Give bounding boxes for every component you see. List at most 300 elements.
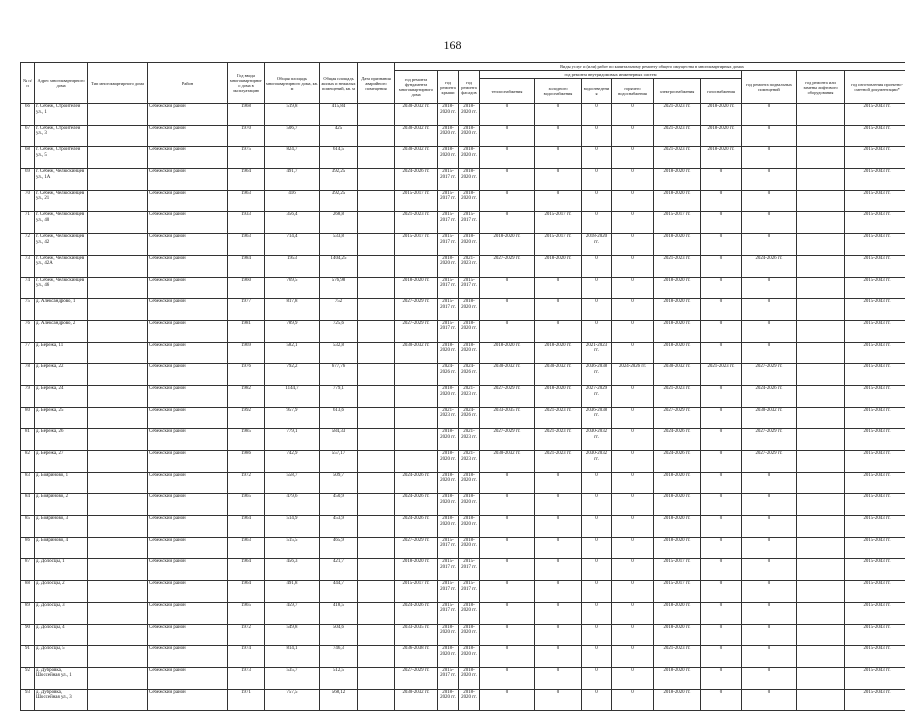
cell-living-area: 677,76 <box>320 364 358 386</box>
cell-address: г. Себеж, Челюскинцев ул., 21 <box>35 190 88 212</box>
header-gas: газоснабжения <box>701 79 742 104</box>
cell-gas: 0 <box>701 689 742 711</box>
cell-num: 78 <box>21 364 35 386</box>
header-systems-group: год ремонта внутридомовых инженерных систем <box>480 71 742 79</box>
cell-heat: 2018-2020 гг. <box>480 234 535 256</box>
cell-elevator <box>797 147 845 169</box>
cell-cold-water: 0 <box>535 125 582 147</box>
cell-type <box>88 407 148 429</box>
table-row <box>21 581 905 603</box>
cell-address: д. Долосцы, 3 <box>35 602 88 624</box>
cell-district: Себежский район <box>148 277 228 299</box>
cell-electric: 2021-2023 гг. <box>654 125 701 147</box>
cell-year: 1972 <box>228 472 265 494</box>
table-row <box>21 516 905 538</box>
cell-elevator <box>797 537 845 559</box>
cell-heat: 2027-2029 гг. <box>480 429 535 451</box>
cell-address: г. Себеж, Челюскинцев ул., 40 <box>35 212 88 234</box>
cell-year: 1963 <box>228 190 265 212</box>
cell-district: Себежский район <box>148 407 228 429</box>
cell-hot-water: 0 <box>612 407 654 429</box>
cell-heat: 0 <box>480 516 535 538</box>
cell-electric: 2018-2020 гг. <box>654 169 701 191</box>
cell-foundation: 2015-2017 гг. <box>395 581 438 603</box>
cell-total-area: 1144,7 <box>265 385 320 407</box>
cell-hot-water: 0 <box>612 472 654 494</box>
cell-sewer: 0 <box>582 212 612 234</box>
cell-cold-water: 0 <box>535 190 582 212</box>
cell-basement: 0 <box>742 516 797 538</box>
cell-facade: 2018-2020 гг. <box>459 147 480 169</box>
cell-num: 77 <box>21 342 35 364</box>
cell-gas: 0 <box>701 255 742 277</box>
cell-emergency-date <box>358 320 395 342</box>
cell-cold-water: 2021-2023 гг. <box>535 429 582 451</box>
cell-heat: 0 <box>480 277 535 299</box>
cell-basement: 0 <box>742 689 797 711</box>
header-hot-water: горячего водоснабжения <box>612 79 654 104</box>
cell-total-area: 789,9 <box>265 320 320 342</box>
cell-basement: 0 <box>742 624 797 646</box>
cell-roof: 2018-2020 гг. <box>438 689 459 711</box>
cell-electric: 2018-2020 гг. <box>654 320 701 342</box>
cell-foundation: 2024-2026 гг. <box>395 169 438 191</box>
cell-roof: 2018-2020 гг. <box>438 494 459 516</box>
cell-sewer: 0 <box>582 667 612 689</box>
cell-basement: 0 <box>742 342 797 364</box>
cell-heat: 0 <box>480 559 535 581</box>
cell-sewer: 0 <box>582 494 612 516</box>
cell-num: 68 <box>21 147 35 169</box>
cell-address: д. Бережа, 22 <box>35 364 88 386</box>
cell-address: д. Дубровка, Шоссейная ул., 3 <box>35 689 88 711</box>
cell-basement: 0 <box>742 212 797 234</box>
cell-address: д. Дубровка, Шоссейная ул., 1 <box>35 667 88 689</box>
cell-hot-water: 0 <box>612 190 654 212</box>
cell-cold-water: 2015-2017 гг. <box>535 212 582 234</box>
cell-facade: 2024-2026 гг. <box>459 364 480 386</box>
cell-roof: 2015-2017 гг. <box>438 277 459 299</box>
cell-foundation: 2024-2026 гг. <box>395 494 438 516</box>
cell-emergency-date <box>358 255 395 277</box>
cell-emergency-date <box>358 624 395 646</box>
cell-docs: 2015-2043 гг. <box>845 667 905 689</box>
table-row <box>21 689 905 711</box>
cell-emergency-date <box>358 190 395 212</box>
cell-total-area: 535,7 <box>265 667 320 689</box>
table-row <box>21 364 905 386</box>
table-row <box>21 342 905 364</box>
cell-docs: 2015-2043 гг. <box>845 255 905 277</box>
cell-address: г. Себеж, Челюскинцев ул., 42А <box>35 255 88 277</box>
cell-hot-water: 0 <box>612 234 654 256</box>
cell-electric: 2018-2020 гг. <box>654 299 701 321</box>
cell-sewer: 0 <box>582 537 612 559</box>
cell-sewer: 2018-2020 гг. <box>582 234 612 256</box>
cell-roof: 2015-2017 гг. <box>438 299 459 321</box>
cell-heat: 0 <box>480 494 535 516</box>
cell-type <box>88 689 148 711</box>
cell-type <box>88 364 148 386</box>
cell-elevator <box>797 169 845 191</box>
cell-basement: 0 <box>742 646 797 668</box>
cell-heat: 0 <box>480 472 535 494</box>
cell-district: Себежский район <box>148 147 228 169</box>
cell-roof: 2018-2020 гг. <box>438 646 459 668</box>
cell-sewer: 2036-2038 гг. <box>582 407 612 429</box>
cell-hot-water: 0 <box>612 147 654 169</box>
table-row <box>21 234 905 256</box>
cell-hot-water: 0 <box>612 516 654 538</box>
cell-roof: 2018-2020 гг. <box>438 104 459 126</box>
cell-district: Себежский район <box>148 125 228 147</box>
cell-basement: 0 <box>742 667 797 689</box>
cell-heat: 0 <box>480 667 535 689</box>
cell-foundation: 2027-2029 гг. <box>395 320 438 342</box>
cell-facade: 2018-2020 гг. <box>459 342 480 364</box>
cell-sewer: 0 <box>582 277 612 299</box>
cell-roof: 2015-2017 гг. <box>438 559 459 581</box>
cell-num: 89 <box>21 602 35 624</box>
cell-sewer: 0 <box>582 516 612 538</box>
cell-hot-water: 0 <box>612 277 654 299</box>
cell-gas: 0 <box>701 342 742 364</box>
cell-elevator <box>797 385 845 407</box>
cell-emergency-date <box>358 342 395 364</box>
cell-type <box>88 385 148 407</box>
cell-basement: 0 <box>742 234 797 256</box>
cell-electric: 2024-2026 гг. <box>654 451 701 473</box>
cell-gas: 0 <box>701 429 742 451</box>
cell-district: Себежский район <box>148 364 228 386</box>
cell-total-area: 515,5 <box>265 537 320 559</box>
cell-roof: 2015-2017 гг. <box>438 190 459 212</box>
cell-roof: 2015-2017 гг. <box>438 667 459 689</box>
cell-basement: 0 <box>742 190 797 212</box>
cell-type <box>88 212 148 234</box>
cell-basement: 0 <box>742 169 797 191</box>
cell-cold-water: 0 <box>535 537 582 559</box>
cell-num: 86 <box>21 537 35 559</box>
cell-num: 88 <box>21 581 35 603</box>
cell-type <box>88 559 148 581</box>
header-facade: год ремонта фасадов <box>459 71 480 104</box>
cell-total-area: 742,9 <box>265 451 320 473</box>
cell-foundation: 2030-2032 гг. <box>395 342 438 364</box>
header-cold-water: холодного водоснабжения <box>535 79 582 104</box>
cell-hot-water: 0 <box>612 342 654 364</box>
cell-living-area: 504,6 <box>320 624 358 646</box>
cell-year: 1975 <box>228 147 265 169</box>
cell-year: 1960 <box>228 277 265 299</box>
cell-elevator <box>797 277 845 299</box>
cell-emergency-date <box>358 364 395 386</box>
cell-year: 1986 <box>228 451 265 473</box>
header-basement: год ремонта подвальных помещений <box>742 71 797 104</box>
cell-gas: 0 <box>701 190 742 212</box>
cell-facade: 2018-2020 гг. <box>459 516 480 538</box>
cell-basement: 0 <box>742 602 797 624</box>
cell-hot-water: 0 <box>612 299 654 321</box>
header-roof: год ремонта крыши <box>438 71 459 104</box>
cell-sewer: 0 <box>582 169 612 191</box>
table-row <box>21 429 905 451</box>
cell-basement: 0 <box>742 299 797 321</box>
cell-heat: 0 <box>480 125 535 147</box>
cell-gas: 0 <box>701 212 742 234</box>
cell-address: д. Бояриново, 2 <box>35 494 88 516</box>
cell-num: 66 <box>21 104 35 126</box>
cell-gas: 0 <box>701 581 742 603</box>
cell-sewer: 0 <box>582 646 612 668</box>
cell-hot-water: 0 <box>612 212 654 234</box>
cell-cold-water: 0 <box>535 646 582 668</box>
cell-heat: 0 <box>480 190 535 212</box>
cell-emergency-date <box>358 234 395 256</box>
cell-electric: 2015-2017 гг. <box>654 559 701 581</box>
cell-living-area: 421,7 <box>320 559 358 581</box>
cell-year: 1981 <box>228 320 265 342</box>
cell-emergency-date <box>358 385 395 407</box>
cell-district: Себежский район <box>148 667 228 689</box>
cell-basement: 2030-2032 гг. <box>742 407 797 429</box>
cell-elevator <box>797 407 845 429</box>
cell-roof: 2018-2020 гг. <box>438 255 459 277</box>
cell-emergency-date <box>358 212 395 234</box>
cell-type <box>88 602 148 624</box>
table-row <box>21 407 905 429</box>
cell-electric: 2018-2020 гг. <box>654 472 701 494</box>
cell-roof: 2018-2020 гг. <box>438 147 459 169</box>
cell-emergency-date <box>358 277 395 299</box>
cell-facade: 2018-2020 гг. <box>459 299 480 321</box>
cell-docs: 2015-2043 гг. <box>845 602 905 624</box>
cell-address: г. Себеж, Челюскинцев ул., 1А <box>35 169 88 191</box>
cell-gas: 0 <box>701 559 742 581</box>
cell-num: 69 <box>21 169 35 191</box>
header-elevator: год ремонта или замены лифтового оборудования <box>797 71 845 104</box>
cell-gas: 0 <box>701 234 742 256</box>
cell-roof: 2015-2017 гг. <box>438 320 459 342</box>
cell-facade: 2015-2017 гг. <box>459 581 480 603</box>
cell-cold-water: 0 <box>535 277 582 299</box>
cell-type <box>88 537 148 559</box>
cell-living-area: 584,33 <box>320 429 358 451</box>
cell-district: Себежский район <box>148 320 228 342</box>
cell-district: Себежский район <box>148 559 228 581</box>
cell-gas: 2018-2020 гг. <box>701 104 742 126</box>
cell-district: Себежский район <box>148 472 228 494</box>
cell-foundation: 2027-2029 гг. <box>395 299 438 321</box>
cell-hot-water: 0 <box>612 689 654 711</box>
cell-address: г. Себеж, Строителей ул., 3 <box>35 125 88 147</box>
cell-type <box>88 147 148 169</box>
cell-district: Себежский район <box>148 234 228 256</box>
cell-electric: 2015-2017 гг. <box>654 212 701 234</box>
cell-hot-water: 0 <box>612 104 654 126</box>
cell-emergency-date <box>358 429 395 451</box>
cell-year: 1964 <box>228 559 265 581</box>
cell-emergency-date <box>358 689 395 711</box>
cell-foundation <box>395 364 438 386</box>
cell-num: 82 <box>21 451 35 473</box>
cell-facade: 2018-2020 гг. <box>459 667 480 689</box>
cell-year: 1964 <box>228 581 265 603</box>
cell-gas: 0 <box>701 407 742 429</box>
cell-roof: 2015-2017 гг. <box>438 234 459 256</box>
cell-heat: 0 <box>480 537 535 559</box>
cell-emergency-date <box>358 602 395 624</box>
table-row <box>21 624 905 646</box>
cell-address: д. Бережа, 25 <box>35 407 88 429</box>
cell-electric: 2018-2020 гг. <box>654 516 701 538</box>
cell-type <box>88 277 148 299</box>
cell-type <box>88 667 148 689</box>
cell-year: 1992 <box>228 407 265 429</box>
cell-basement: 0 <box>742 472 797 494</box>
cell-cold-water: 2021-2023 гг. <box>535 451 582 473</box>
cell-electric: 2018-2020 гг. <box>654 342 701 364</box>
cell-facade: 2015-2017 гг. <box>459 559 480 581</box>
cell-num: 93 <box>21 689 35 711</box>
cell-foundation <box>395 451 438 473</box>
cell-heat: 2030-2032 гг. <box>480 364 535 386</box>
header-living-area: Общая площадь жилых и нежилых помещений, кв. м <box>320 63 358 104</box>
cell-total-area: 491,8 <box>265 581 320 603</box>
cell-district: Себежский район <box>148 646 228 668</box>
cell-docs: 2015-2043 гг. <box>845 385 905 407</box>
cell-type <box>88 320 148 342</box>
cell-living-area: 533,8 <box>320 234 358 256</box>
cell-address: д. Бережа, 26 <box>35 429 88 451</box>
table-row <box>21 320 905 342</box>
cell-facade: 2018-2020 гг. <box>459 624 480 646</box>
cell-elevator <box>797 125 845 147</box>
cell-basement: 0 <box>742 147 797 169</box>
cell-year: 1985 <box>228 429 265 451</box>
cell-docs: 2015-2043 гг. <box>845 624 905 646</box>
cell-num: 71 <box>21 212 35 234</box>
table-row <box>21 602 905 624</box>
cell-docs: 2015-2043 гг. <box>845 451 905 473</box>
cell-address: г. Себеж, Строителей ул., 5 <box>35 147 88 169</box>
cell-electric: 2018-2020 гг. <box>654 602 701 624</box>
cell-docs: 2015-2043 гг. <box>845 407 905 429</box>
cell-gas: 0 <box>701 667 742 689</box>
cell-gas: 0 <box>701 537 742 559</box>
cell-roof: 2024-2026 гг. <box>438 364 459 386</box>
cell-num: 85 <box>21 516 35 538</box>
cell-docs: 2015-2043 гг. <box>845 342 905 364</box>
cell-sewer: 0 <box>582 689 612 711</box>
cell-num: 84 <box>21 494 35 516</box>
cell-emergency-date <box>358 104 395 126</box>
cell-hot-water: 0 <box>612 429 654 451</box>
cell-foundation <box>395 255 438 277</box>
cell-electric: 2018-2020 гг. <box>654 624 701 646</box>
cell-address: г. Себеж, Челюскинцев ул., 46 <box>35 277 88 299</box>
cell-hot-water: 0 <box>612 624 654 646</box>
cell-basement: 0 <box>742 125 797 147</box>
cell-elevator <box>797 624 845 646</box>
cell-docs: 2015-2043 гг. <box>845 559 905 581</box>
cell-address: д. Бояриново, 3 <box>35 516 88 538</box>
cell-basement: 2027-2029 гг. <box>742 429 797 451</box>
cell-basement: 2027-2029 гг. <box>742 364 797 386</box>
header-sewer: водоотведения <box>582 79 612 104</box>
cell-living-area: 614,5 <box>320 147 358 169</box>
page-number: 168 <box>0 38 905 53</box>
cell-district: Себежский район <box>148 451 228 473</box>
cell-cold-water: 0 <box>535 494 582 516</box>
cell-hot-water: 0 <box>612 451 654 473</box>
cell-elevator <box>797 342 845 364</box>
cell-address: г. Себеж, Челюскинцев ул., 42 <box>35 234 88 256</box>
cell-emergency-date <box>358 494 395 516</box>
cell-heat: 2018-2020 гг. <box>480 342 535 364</box>
cell-living-area: 415,84 <box>320 104 358 126</box>
table-row <box>21 104 905 126</box>
cell-hot-water: 2024-2026 гг. <box>612 364 654 386</box>
table-row <box>21 537 905 559</box>
cell-total-area: 1953 <box>265 255 320 277</box>
cell-docs: 2015-2043 гг. <box>845 212 905 234</box>
cell-facade: 2021-2023 гг. <box>459 385 480 407</box>
cell-living-area: 568,12 <box>320 689 358 711</box>
cell-emergency-date <box>358 559 395 581</box>
cell-emergency-date <box>358 667 395 689</box>
cell-basement: 0 <box>742 104 797 126</box>
header-district: Район <box>148 63 228 104</box>
cell-gas: 2018-2020 гг. <box>701 147 742 169</box>
header-works-group: Виды услуг и (или) работ по капитальному ремонту общего имущества в многоквартирных домах <box>395 63 905 71</box>
cell-gas: 0 <box>701 451 742 473</box>
cell-foundation: 2027-2029 гг. <box>395 537 438 559</box>
cell-facade: 2018-2020 гг. <box>459 537 480 559</box>
cell-total-area: 824,7 <box>265 147 320 169</box>
cell-foundation: 2024-2026 гг. <box>395 602 438 624</box>
cell-heat: 2033-2035 гг. <box>480 407 535 429</box>
cell-docs: 2015-2043 гг. <box>845 537 905 559</box>
cell-cold-water: 2030-2032 гг. <box>535 364 582 386</box>
cell-cold-water: 0 <box>535 624 582 646</box>
cell-district: Себежский район <box>148 299 228 321</box>
header-address: Адрес многоквартирного дома <box>35 63 88 104</box>
cell-cold-water: 0 <box>535 147 582 169</box>
cell-roof: 2018-2020 гг. <box>438 385 459 407</box>
cell-living-area: 465,9 <box>320 537 358 559</box>
cell-type <box>88 472 148 494</box>
cell-cold-water: 0 <box>535 667 582 689</box>
cell-facade: 2018-2020 гг. <box>459 169 480 191</box>
cell-district: Себежский район <box>148 429 228 451</box>
cell-foundation <box>395 429 438 451</box>
cell-elevator <box>797 451 845 473</box>
cell-cold-water: 0 <box>535 516 582 538</box>
cell-facade: 2024-2026 гг. <box>459 407 480 429</box>
table-row <box>21 277 905 299</box>
cell-docs: 2015-2043 гг. <box>845 190 905 212</box>
cell-address: д. Александрово, 1 <box>35 299 88 321</box>
cell-basement: 0 <box>742 277 797 299</box>
cell-address: д. Долосцы, 1 <box>35 559 88 581</box>
cell-emergency-date <box>358 147 395 169</box>
table-row <box>21 299 905 321</box>
cell-electric: 2021-2023 гг. <box>654 646 701 668</box>
cell-hot-water: 0 <box>612 255 654 277</box>
cell-roof: 2018-2020 гг. <box>438 451 459 473</box>
cell-sewer: 2027-2029 гг. <box>582 385 612 407</box>
